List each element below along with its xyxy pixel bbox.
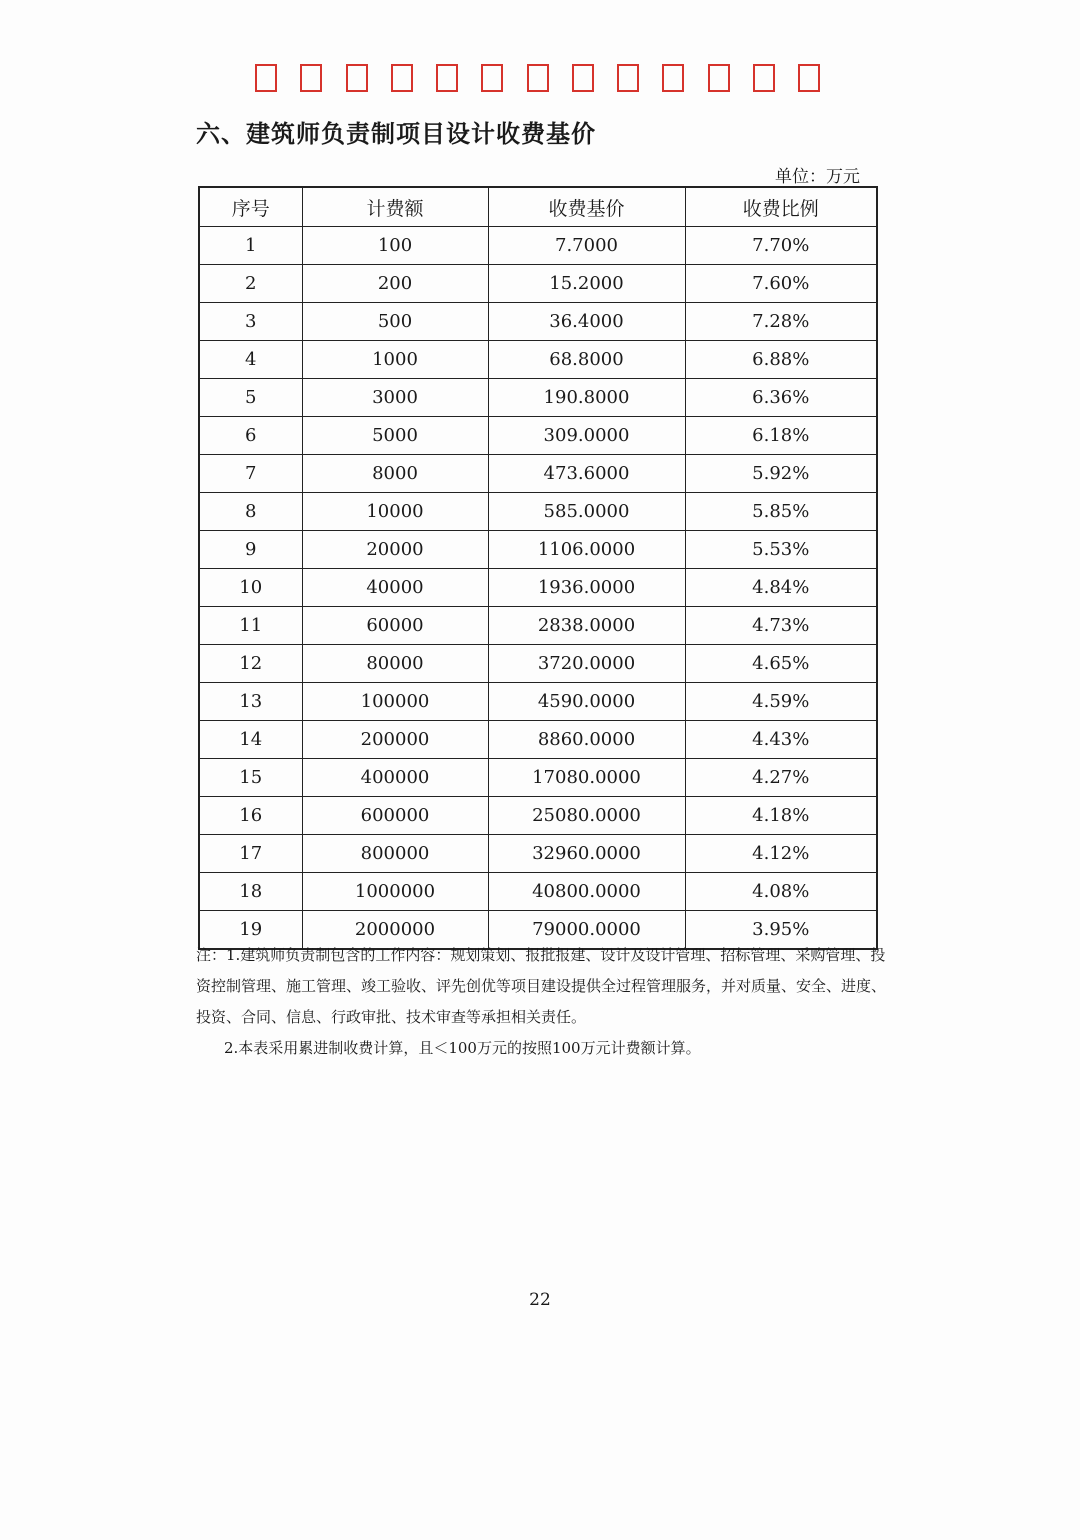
cell-base-price: 473.6000 [488,455,685,493]
cell-fee-ratio: 3.95% [685,911,877,950]
cell-base-price: 17080.0000 [488,759,685,797]
stamp-box [436,64,458,92]
cell-serial: 13 [199,683,302,721]
cell-fee-ratio: 4.27% [685,759,877,797]
note-line-4: 2.本表采用累进制收费计算，且＜100万元的按照100万元计费额计算。 [224,1039,701,1057]
notes [196,940,887,1064]
stamp-box [617,64,639,92]
cell-fee-amount: 3000 [302,379,488,417]
header-serial: 序号 [199,187,302,227]
stamp-box [753,64,775,92]
cell-base-price: 7.7000 [488,227,685,265]
cell-fee-amount: 500 [302,303,488,341]
stamp-box [300,64,322,92]
unit-label: 单位：万元 [775,167,860,187]
cell-fee-ratio: 4.43% [685,721,877,759]
table-row [199,721,877,759]
fee-table [198,186,878,950]
cell-fee-amount: 200 [302,265,488,303]
table-row [199,227,877,265]
cell-serial: 6 [199,417,302,455]
cell-serial: 5 [199,379,302,417]
table-row [199,341,877,379]
cell-base-price: 32960.0000 [488,835,685,873]
table-row [199,607,877,645]
cell-base-price: 25080.0000 [488,797,685,835]
cell-base-price: 68.8000 [488,341,685,379]
cell-serial: 4 [199,341,302,379]
cell-fee-ratio: 4.65% [685,645,877,683]
cell-base-price: 4590.0000 [488,683,685,721]
cell-base-price: 309.0000 [488,417,685,455]
table-row [199,455,877,493]
cell-fee-ratio: 4.84% [685,569,877,607]
header-fee-amount: 计费额 [302,187,488,227]
table-row [199,417,877,455]
cell-base-price: 1106.0000 [488,531,685,569]
cell-serial: 17 [199,835,302,873]
cell-fee-amount: 8000 [302,455,488,493]
stamp-box [798,64,820,92]
table-row [199,569,877,607]
cell-fee-amount: 100000 [302,683,488,721]
cell-serial: 11 [199,607,302,645]
cell-fee-ratio: 6.88% [685,341,877,379]
cell-fee-ratio: 5.92% [685,455,877,493]
cell-serial: 1 [199,227,302,265]
table-row [199,797,877,835]
cell-serial: 9 [199,531,302,569]
header-base-price: 收费基价 [488,187,685,227]
cell-base-price: 40800.0000 [488,873,685,911]
cell-base-price: 79000.0000 [488,911,685,950]
cell-serial: 12 [199,645,302,683]
header-fee-ratio: 收费比例 [685,187,877,227]
note-line-1: 注：1.建筑师负责制包含的工作内容：规划策划、报批报建、设计及设计管理、招标管理、采购管理、投 [196,946,886,964]
stamp-box [572,64,594,92]
table-row [199,835,877,873]
section-title: 六、建筑师负责制项目设计收费基价 [196,119,596,148]
table-row [199,379,877,417]
cell-fee-ratio: 5.85% [685,493,877,531]
stamp-box [527,64,549,92]
cell-base-price: 585.0000 [488,493,685,531]
stamp-box [708,64,730,92]
cell-serial: 8 [199,493,302,531]
cell-base-price: 36.4000 [488,303,685,341]
cell-fee-amount: 400000 [302,759,488,797]
cell-serial: 19 [199,911,302,950]
stamp-box [662,64,684,92]
cell-serial: 15 [199,759,302,797]
cell-serial: 18 [199,873,302,911]
cell-fee-ratio: 7.28% [685,303,877,341]
cell-fee-ratio: 6.36% [685,379,877,417]
cell-fee-amount: 10000 [302,493,488,531]
stamp-box [346,64,368,92]
table-row [199,531,877,569]
cell-fee-amount: 100 [302,227,488,265]
cell-fee-ratio: 4.73% [685,607,877,645]
cell-serial: 3 [199,303,302,341]
cell-fee-ratio: 7.70% [685,227,877,265]
cell-fee-ratio: 6.18% [685,417,877,455]
cell-fee-ratio: 4.08% [685,873,877,911]
cell-serial: 2 [199,265,302,303]
cell-serial: 14 [199,721,302,759]
table-row [199,303,877,341]
table-row [199,493,877,531]
cell-fee-amount: 200000 [302,721,488,759]
cell-base-price: 15.2000 [488,265,685,303]
cell-fee-amount: 20000 [302,531,488,569]
cell-fee-amount: 1000000 [302,873,488,911]
red-stamp-boxes [255,64,820,96]
cell-fee-amount: 2000000 [302,911,488,950]
cell-base-price: 1936.0000 [488,569,685,607]
cell-fee-ratio: 7.60% [685,265,877,303]
page-number: 22 [529,1290,551,1310]
cell-base-price: 190.8000 [488,379,685,417]
table-row [199,683,877,721]
cell-fee-ratio: 4.12% [685,835,877,873]
stamp-box [391,64,413,92]
cell-fee-ratio: 4.59% [685,683,877,721]
cell-base-price: 8860.0000 [488,721,685,759]
cell-fee-ratio: 4.18% [685,797,877,835]
cell-base-price: 3720.0000 [488,645,685,683]
note-line-2: 资控制管理、施工管理、竣工验收、评先创优等项目建设提供全过程管理服务，并对质量、安全、进度、 [196,977,887,995]
stamp-box [481,64,503,92]
table-row [199,645,877,683]
cell-fee-amount: 40000 [302,569,488,607]
cell-fee-amount: 1000 [302,341,488,379]
cell-fee-ratio: 5.53% [685,531,877,569]
cell-fee-amount: 5000 [302,417,488,455]
cell-fee-amount: 600000 [302,797,488,835]
cell-serial: 16 [199,797,302,835]
cell-fee-amount: 60000 [302,607,488,645]
stamp-box [255,64,277,92]
cell-fee-amount: 80000 [302,645,488,683]
cell-serial: 7 [199,455,302,493]
cell-base-price: 2838.0000 [488,607,685,645]
note-line-3: 投资、合同、信息、行政审批、技术审查等承担相关责任。 [196,1008,587,1026]
table-row [199,759,877,797]
table-header-row [199,187,877,227]
table-row [199,873,877,911]
cell-serial: 10 [199,569,302,607]
cell-fee-amount: 800000 [302,835,488,873]
table-body [199,227,877,950]
table-row [199,265,877,303]
